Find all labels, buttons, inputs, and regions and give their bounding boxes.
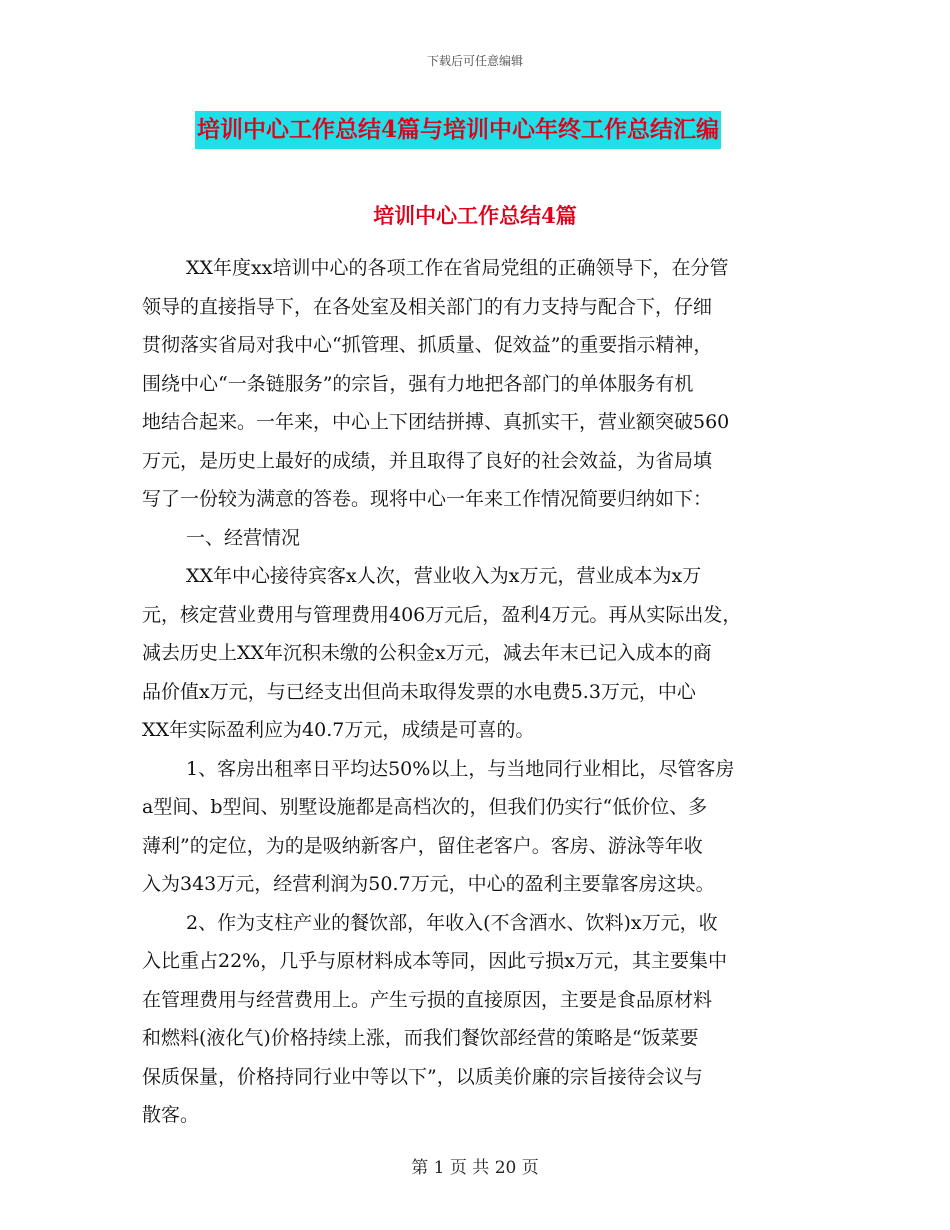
header-note: 下载后可任意编辑	[426, 54, 523, 68]
text-line: 贯彻落实省局对我中心“抓管理、抓质量、促效益”的重要指示精神，	[142, 334, 713, 356]
text-line: 写了一份较为满意的答卷。现将中心一年来工作情况简要归纳如下：	[142, 488, 713, 510]
text-line: 薄利”的定位，为的是吸纳新客户，留住老客户。客房、游泳等年收	[142, 834, 703, 857]
page-footer: 第 1 页 共 20 页	[411, 1158, 539, 1178]
text-line: 减去历史上XX年沉积未缴的公积金x万元，减去年末已记入成本的商	[142, 642, 712, 664]
text-line: 散客。	[142, 1104, 200, 1126]
text-line: 入比重占22%，几乎与原材料成本等同，因此亏损x万元，其主要集中	[142, 950, 727, 972]
text-line: 在管理费用与经营费用上。产生亏损的直接原因，主要是食品原材料	[142, 988, 713, 1011]
text-line: 保质保量，价格持同行业中等以下”，以质美价廉的宗旨接待会议与	[142, 1065, 703, 1088]
document-title: 培训中心工作总结4篇与培训中心年终工作总结汇编	[195, 111, 721, 149]
text-line: 品价值x万元，与已经支出但尚未取得发票的水电费5.3万元，中心	[142, 680, 696, 703]
text-line: 领导的直接指导下，在各处室及相关部门的有力支持与配合下，仔细	[142, 295, 713, 318]
text-line: a型间、b型间、别墅设施都是高档次的，但我们仍实行“低价位、多	[142, 796, 708, 818]
text-line: XX年中心接待宾客x人次，营业收入为x万元，营业成本为x万	[186, 565, 702, 587]
text-line: 地结合起来。一年来，中心上下团结拼搏、真抓实干，营业额突破560	[142, 411, 730, 433]
body-text	[142, 249, 824, 1135]
text-line: XX年度xx培训中心的各项工作在省局党组的正确领导下，在分管	[186, 257, 729, 279]
text-line: 1、客房出租率日平均达50%以上，与当地同行业相比，尽管客房	[186, 757, 735, 780]
text-line: 一、经营情况	[186, 526, 301, 549]
section-title: 培训中心工作总结4篇	[373, 203, 577, 228]
text-line: 围绕中心“一条链服务”的宗旨，强有力地把各部门的单体服务有机	[142, 372, 694, 395]
text-line: 和燃料(液化气)价格持续上涨，而我们餐饮部经营的策略是“饭菜要	[142, 1027, 699, 1049]
text-line: 入为343万元，经营利润为50.7万元，中心的盈利主要靠客房这块。	[142, 873, 715, 895]
text-line: 2、作为支柱产业的餐饮部，年收入(不含酒水、饮料)x万元，收	[186, 911, 718, 934]
text-line: 万元，是历史上最好的成绩，并且取得了良好的社会效益，为省局填	[142, 449, 713, 472]
text-line: XX年实际盈利应为40.7万元，成绩是可喜的。	[142, 719, 535, 741]
text-line: 元，核定营业费用与管理费用406万元后，盈利4万元。再从实际出发，	[142, 603, 742, 626]
